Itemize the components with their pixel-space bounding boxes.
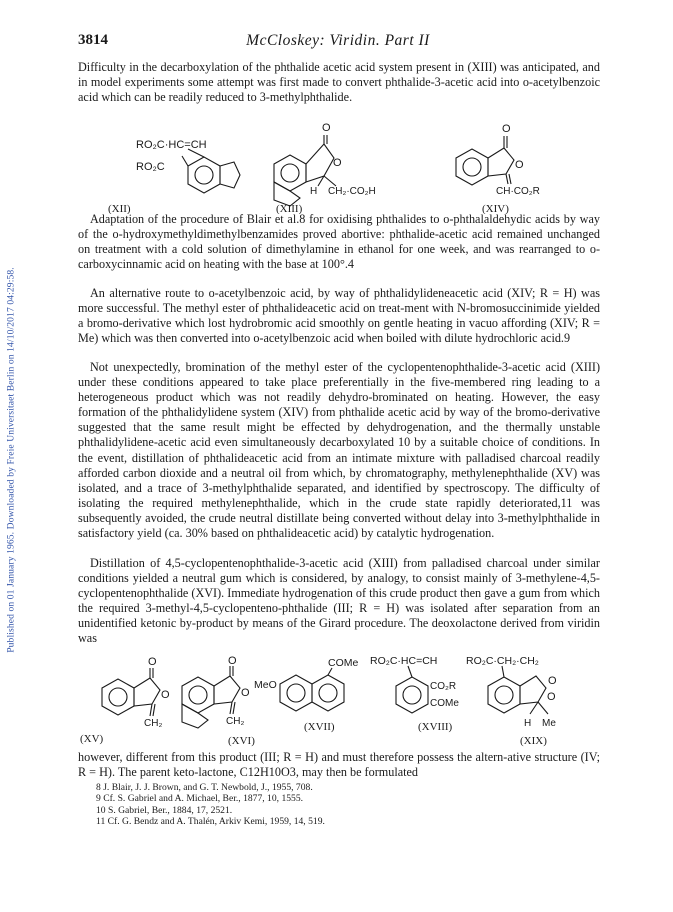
footnote-10: 10 S. Gabriel, Ber., 1884, 17, 2521. [96,804,233,816]
footnote-11: 11 Cf. G. Bendz and A. Thalén, Arkiv Kemi, 1959, 14, 519. [96,816,325,828]
xviii-text-3: COMe [430,698,459,709]
xiii-text-2: O [333,157,342,169]
xv-text-1: O [148,656,157,668]
label-xvii: (XVII) [304,721,335,733]
structures-xii-xiii-xiv [78,118,600,214]
running-title: McCloskey: Viridin. Part II [246,32,430,49]
xii-text-1: RO₂C·HC=CH [136,139,207,151]
xviii-text-2: CO₂R [430,681,457,692]
xviii-text-1: RO₂C·HC=CH [370,655,438,667]
xiv-text-1: O [502,123,511,135]
label-xii: (XII) [108,203,131,214]
paragraph-3-text: An alternative route to o-acetylbenzoic acid, by way of phthalidylideneacetic acid (XIV; R = H) was more successful. The methyl ester of phthalideacetic acid on treat-ment with N-bromosuccinimide yielded a bromo-derivative which lost hydrobromic acid smoothly on gentle heating in vacuo affording (XIV; R = Me) which was then converted into o-acetylbenzoic acid when boiled with dilute hydrochloric acid.9 [78,286,600,346]
xvii-text-2: MeO [254,679,277,691]
provenance-note-text[interactable]: Published on 01 January 1965. Downloaded by Freie Universitaet Berlin on 14/10/2017 04:29:58. [5,267,17,653]
paragraph-4-text: Not unexpectedly, bromination of the methyl ester of the cyclopentenophthalide-3-acetic acid (XIII) under these conditions appeared to take place preferentially in the five-membered ring leading to a heterogeneous product which was not readily dehydro-brominated on heating. However, the easy formation of the phthalidylidene system (XIV) from phthalide acetic acid by way of the bromo-derivative suggested that the same result might be effected by dehydrogenation, and the thermally unstable phthalidylidene-acetic acid even simultaneously decarboxylated 10 by a suitable choice of conditions. In the event, distillation of phthalideacetic acid from an intimate mixture with palladised charcoal readily afforded carbon dioxide and a neutral oil from which, by chromatography, methylenephthalide (XV) was isolated, and a trace of 3-methylphthalide separated, and identified by spectroscopy. The difficulty of isolating the required methylenephthalide, which in the crude state rapidly deteriorated,11 was subsequently avoided, the crude neutral distillate being converted without delay into 3-methylphthalide in satisfactory yield (ca. 30% based on phthalideacetic acid) by catalytic hydrogenation. [78,360,600,541]
label-xv: (XV) [80,733,104,745]
xv-text-2: O [161,689,170,701]
xiii-text-3: H [310,186,318,197]
xix-text-5: Me [542,718,556,729]
label-xiv: (XIV) [482,203,509,214]
paragraph-1: Difficulty in the decarboxylation of the phthalide acetic acid system present in (XIII) was anticipated, and in model experiments some attempt was first made to convert phthalide-3-acetic acid into o-acetylbenzoic acid which can be readily reduced to 3-methylphthalide. [78,60,600,105]
xvi-text-3: CH₂ [226,716,245,727]
paragraph-4 [78,360,600,541]
label-xviii: (XVIII) [418,721,453,733]
paragraph-2-text: Adaptation of the procedure of Blair et al.8 for oxidising phthalides to o-phthalaldehydic acids by way of the o-hydroxymethyldimethylbenzamides proved abortive: phthalide-acetic acid remained unchanged on treatment with a cold solution of dimethylamine in ethanol for one week, and was rearranged to o-carboxycinnamic acid on heating with the base at 100°.4 [78,212,600,272]
xiv-text-2: O [515,159,524,171]
paragraph-5-text: Distillation of 4,5-cyclopentenophthalide-3-acetic acid (XIII) from palladised charcoal under similar conditions yielded a neutral gum which is considered, by analogy, to consist mainly of 3-methylene-4,5-cyclopentenophthalide (XVI). Immediate hydrogenation of this crude product then gave a gum from which the required 3-methyl-4,5-cyclopenteno-phthalide (III; R = H) was isolated after separation from an unidentified ketonic by-product by means of the Girard procedure. The deoxolactone derived from viridin was [78,556,600,646]
provenance-note [4,130,18,790]
figure-row-1 [78,118,600,214]
xix-text-3: O [547,691,556,703]
paragraph-3 [78,286,600,346]
xiii-text-4: CH₂·CO₂H [328,186,376,197]
xix-text-4: H [524,718,532,729]
xvi-text-2: O [241,687,250,699]
label-xix: (XIX) [520,735,547,747]
xii-text-2: RO₂C [136,161,165,173]
paragraph-6: however, different from this product (III; R = H) and must therefore possess the altern-ative structure (IV; R = H). The parent keto-lactone, C12H10O3, may then be formulated [78,750,600,780]
footnote-9: 9 Cf. S. Gabriel and A. Michael, Ber., 1877, 10, 1555. [96,793,304,805]
xiv-text-3: CH·CO₂R [496,186,540,197]
structures-xv-to-xix [78,654,600,750]
xv-text-3: CH₂ [144,718,163,729]
xvi-text-1: O [228,655,237,667]
running-header [78,32,598,52]
figure-row-2 [78,654,600,750]
xix-text-1: RO₂C·CH₂·CH₂ [466,655,539,667]
page-number: 3814 [78,32,108,48]
paragraph-2 [78,212,600,272]
xiii-text-1: O [322,122,331,134]
footnotes [96,782,596,828]
xix-text-2: O [548,675,557,687]
label-xvi: (XVI) [228,735,255,747]
footnote-8: 8 J. Blair, J. J. Brown, and G. T. Newbold, J., 1955, 708. [96,782,313,793]
label-xiii: (XIII) [276,203,303,214]
paragraph-5 [78,556,600,647]
xvii-text-1: COMe [328,657,359,669]
